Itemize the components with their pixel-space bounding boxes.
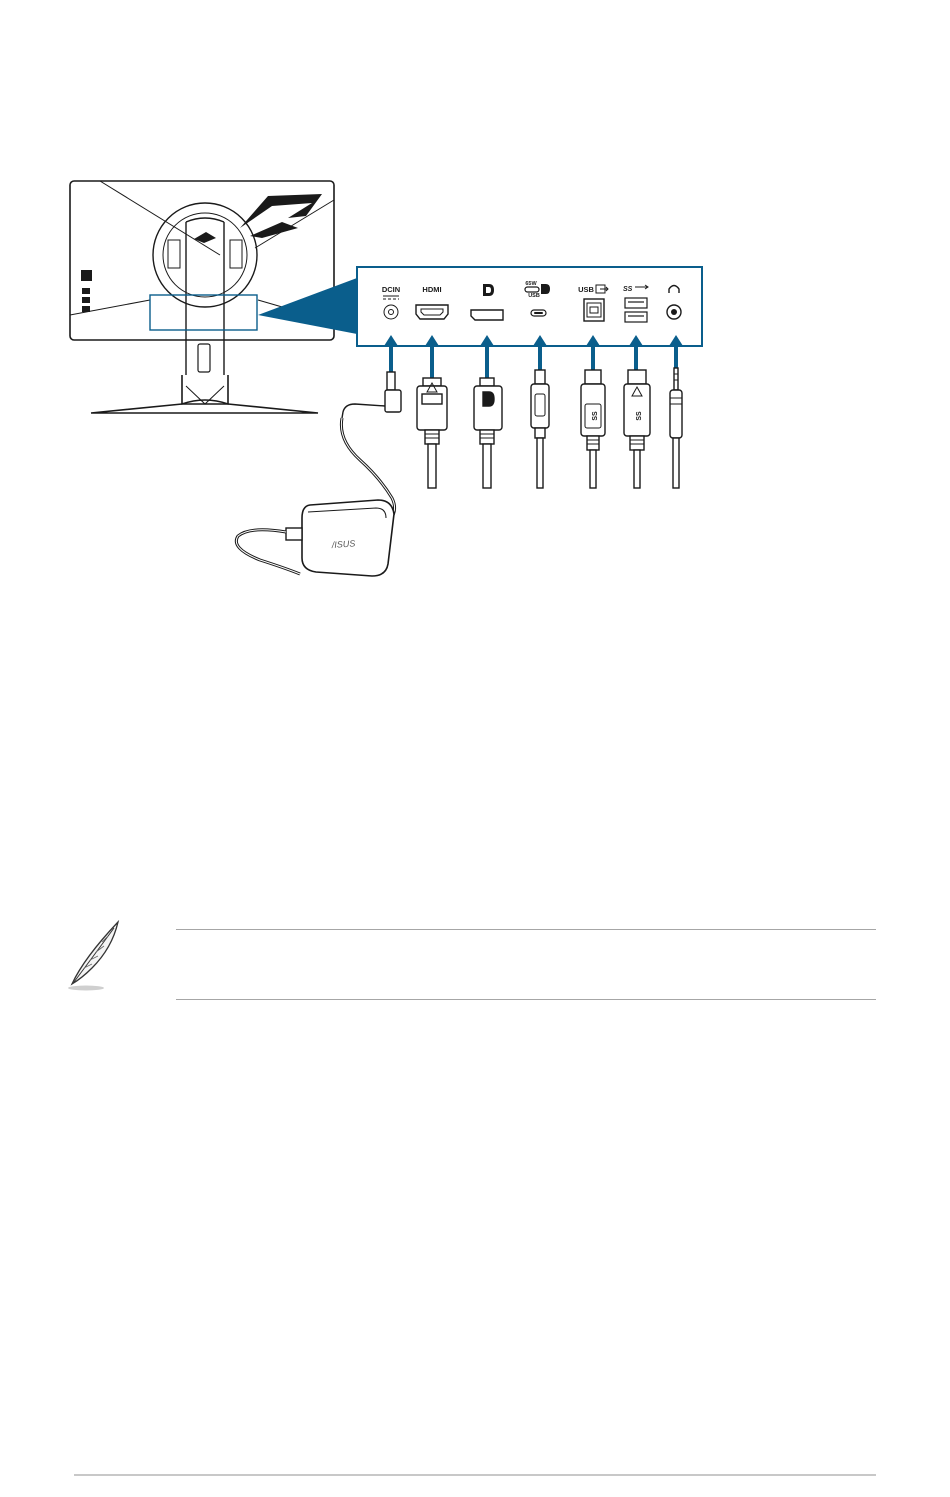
usb-b-cable [581, 370, 605, 488]
svg-text:SS: SS [623, 286, 633, 293]
usbc-power-label: 65W [525, 281, 537, 287]
dcin-label: DCIN [381, 285, 401, 294]
port-panel [357, 267, 702, 346]
note-top-rule [176, 929, 876, 930]
usb-a-cable [624, 370, 650, 488]
svg-text:SS: SS [592, 411, 599, 421]
hdmi-label: HDMI [422, 285, 442, 294]
usbc-cable [531, 370, 549, 488]
feather-pen-icon [62, 918, 122, 992]
usbc-usb-label: USB [528, 293, 540, 299]
usb-upstream-label: USB [578, 285, 594, 294]
power-adapter [236, 500, 394, 576]
adapter-logo: /ISUS [331, 538, 356, 550]
footer-rule [74, 1474, 876, 1476]
connection-diagram [0, 0, 950, 620]
dc-power-cable [341, 372, 401, 520]
svg-text:SS: SS [636, 411, 643, 421]
note-bottom-rule [176, 999, 876, 1000]
hdmi-cable [417, 378, 447, 488]
cables [341, 368, 682, 520]
displayport-cable [474, 378, 502, 488]
audio-cable [670, 368, 682, 488]
